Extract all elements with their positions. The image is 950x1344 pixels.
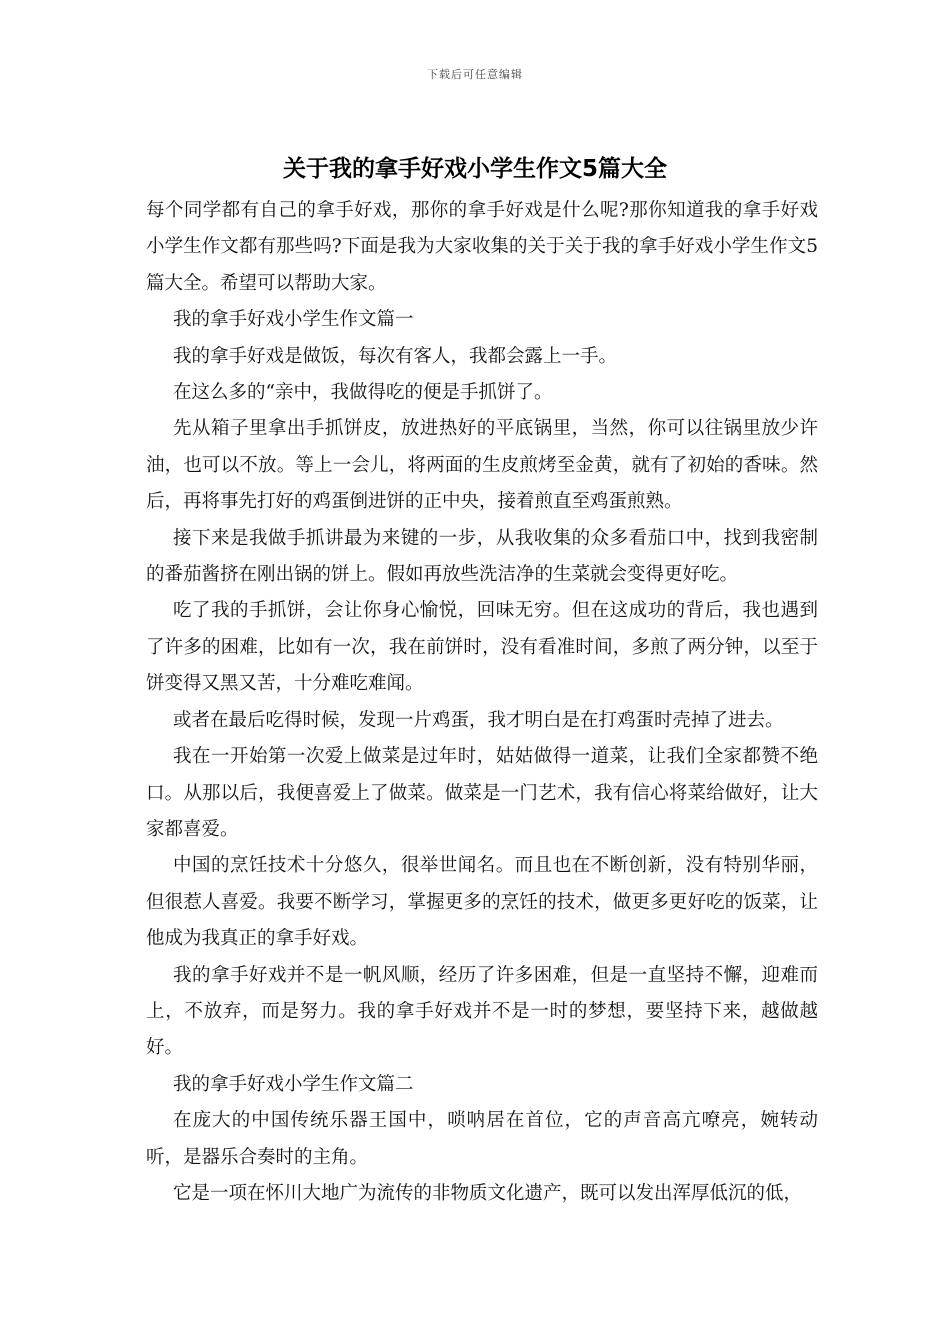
header-note: 下载后可任意编辑: [427, 68, 523, 81]
body-paragraph: 或者在最后吃得时候，发现一片鸡蛋，我才明白是在打鸡蛋时壳掉了进去。: [173, 709, 784, 731]
body-paragraph: 在这么多的“亲中，我做得吃的便是手抓饼了。: [173, 382, 553, 404]
body-paragraph: 我在一开始第一次爱上做菜是过年时，姑姑做得一道菜，让我们全家都赞不绝口。从那以后，我便喜爱上了做菜。做菜是一门艺术，我有信心将菜给做好，让大家都喜爱。: [146, 746, 818, 840]
document-title: 关于我的拿手好戏小学生作文5篇大全: [282, 156, 667, 182]
body-paragraph: 接下来是我做手抓讲最为来键的一步，从我收集的众多看茄口中，找到我密制的番茄酱挤在刚出锅的饼上。假如再放些洗洁净的生菜就会变得更好吃。: [146, 527, 818, 586]
body-paragraph: 先从箱子里拿出手抓饼皮，放进热好的平底锅里，当然，你可以往锅里放少许油，也可以不放。等上一会儿，将两面的生皮煎烤至金黄，就有了初始的香味。然后，再将事先打好的鸡蛋倒进饼的正中央，接着煎直至鸡蛋煎熟。: [146, 418, 818, 513]
body-paragraph: 我的拿手好戏小学生作文篇一: [173, 309, 414, 331]
body-paragraph: 它是一项在怀川大地广为流传的非物质文化遗产，既可以发出浑厚低沉的低，: [173, 1182, 803, 1204]
document-body: [146, 193, 818, 1212]
body-paragraph: 每个同学都有自己的拿手好戏，那你的拿手好戏是什么呢?那你知道我的拿手好戏小学生作文都有那些吗?下面是我为大家收集的关于关于我的拿手好戏小学生作文5篇大全。希望可以帮助大家。: [146, 200, 818, 294]
body-paragraph: 中国的烹饪技术十分悠久，很举世闻名。而且也在不断创新，没有特别华丽，但很惹人喜爱。我要不断学习，掌握更多的烹饪的技术，做更多更好吃的饭菜，让他成为我真正的拿手好戏。: [146, 855, 818, 950]
body-paragraph: 我的拿手好戏并不是一帆风顺，经历了许多困难，但是一直坚持不懈，迎难而上，不放弃，而是努力。我的拿手好戏并不是一时的梦想，要坚持下来，越做越好。: [146, 964, 818, 1059]
body-paragraph: 我的拿手好戏是做饭，每次有客人，我都会露上一手。: [173, 345, 618, 367]
body-paragraph: 我的拿手好戏小学生作文篇二: [173, 1073, 414, 1095]
body-paragraph: 吃了我的手抓饼，会让你身心愉悦，回味无穷。但在这成功的背后，我也遇到了许多的困难，比如有一次，我在前饼时，没有看准时间，多煎了两分钟，以至于饼变得又黑又苦，十分难吃难闻。: [146, 600, 818, 695]
body-paragraph: 在庞大的中国传统乐器王国中，唢呐居在首位，它的声音高亢嘹亮，婉转动听，是器乐合奏时的主角。: [146, 1110, 818, 1168]
